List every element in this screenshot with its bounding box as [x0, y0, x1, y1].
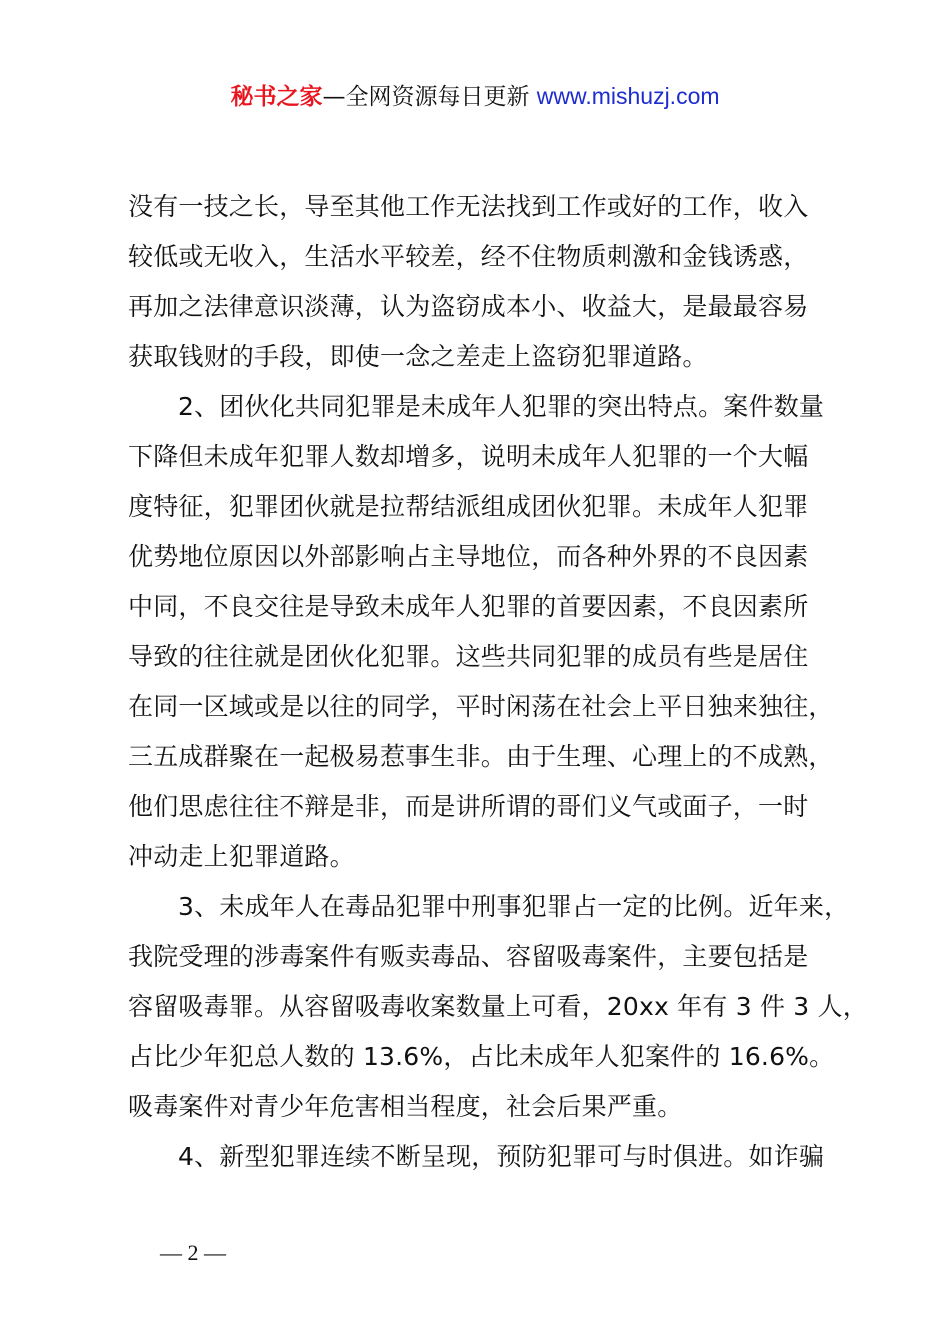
text-line: 没有一技之长，导至其他工作无法找到工作或好的工作，收入	[128, 192, 809, 221]
text-line: 下降但未成年犯罪人数却增多，说明未成年人犯罪的一个大幅	[128, 442, 809, 471]
text-line: 吸毒案件对青少年危害相当程度，社会后果严重。	[128, 1092, 683, 1121]
page-number: — 2 —	[160, 1240, 226, 1265]
text-line: 占比少年犯总人数的 13.6%，占比未成年人犯案件的 16.6%。	[128, 1042, 835, 1071]
text-line: 冲动走上犯罪道路。	[128, 842, 355, 871]
text-line: 他们思虑往往不辩是非，而是讲所谓的哥们义气或面子，一时	[128, 792, 809, 821]
text-line: 三五成群聚在一起极易惹事生非。由于生理、心理上的不成熟，	[128, 742, 834, 771]
text-line: 导致的往往就是团伙化犯罪。这些共同犯罪的成员有些是居住	[128, 642, 809, 671]
site-header	[0, 80, 950, 113]
text-line: 我院受理的涉毒案件有贩卖毒品、容留吸毒案件，主要包括是	[128, 942, 809, 971]
text-line: 度特征，犯罪团伙就是拉帮结派组成团伙犯罪。未成年人犯罪	[128, 492, 809, 521]
site-tagline: —全网资源每日更新	[322, 84, 530, 110]
text-line: 在同一区域或是以往的同学，平时闲荡在社会上平日独来独往，	[128, 692, 834, 721]
text-line: 容留吸毒罪。从容留吸毒收案数量上可看，20xx 年有 3 件 3 人，	[128, 992, 868, 1021]
paragraph-2-first-line: 2、团伙化共同犯罪是未成年人犯罪的突出特点。案件数量	[178, 392, 825, 421]
text-line: 优势地位原因以外部影响占主导地位，而各种外界的不良因素	[128, 542, 809, 571]
document-body	[128, 182, 868, 1182]
site-url-link[interactable]: www.mishuzj.com	[536, 83, 720, 109]
text-line: 较低或无收入，生活水平较差，经不住物质刺激和金钱诱惑，	[128, 242, 809, 271]
paragraph-3-first-line: 3、未成年人在毒品犯罪中刑事犯罪占一定的比例。近年来，	[178, 892, 850, 921]
text-line: 获取钱财的手段，即使一念之差走上盗窃犯罪道路。	[128, 342, 708, 371]
text-line: 中同，不良交往是导致未成年人犯罪的首要因素，不良因素所	[128, 592, 809, 621]
site-brand: 秘书之家	[230, 84, 323, 110]
paragraph-4-first-line: 4、新型犯罪连续不断呈现，预防犯罪可与时俱进。如诈骗	[178, 1142, 825, 1171]
text-line: 再加之法律意识淡薄，认为盗窃成本小、收益大，是最最容易	[128, 292, 809, 321]
